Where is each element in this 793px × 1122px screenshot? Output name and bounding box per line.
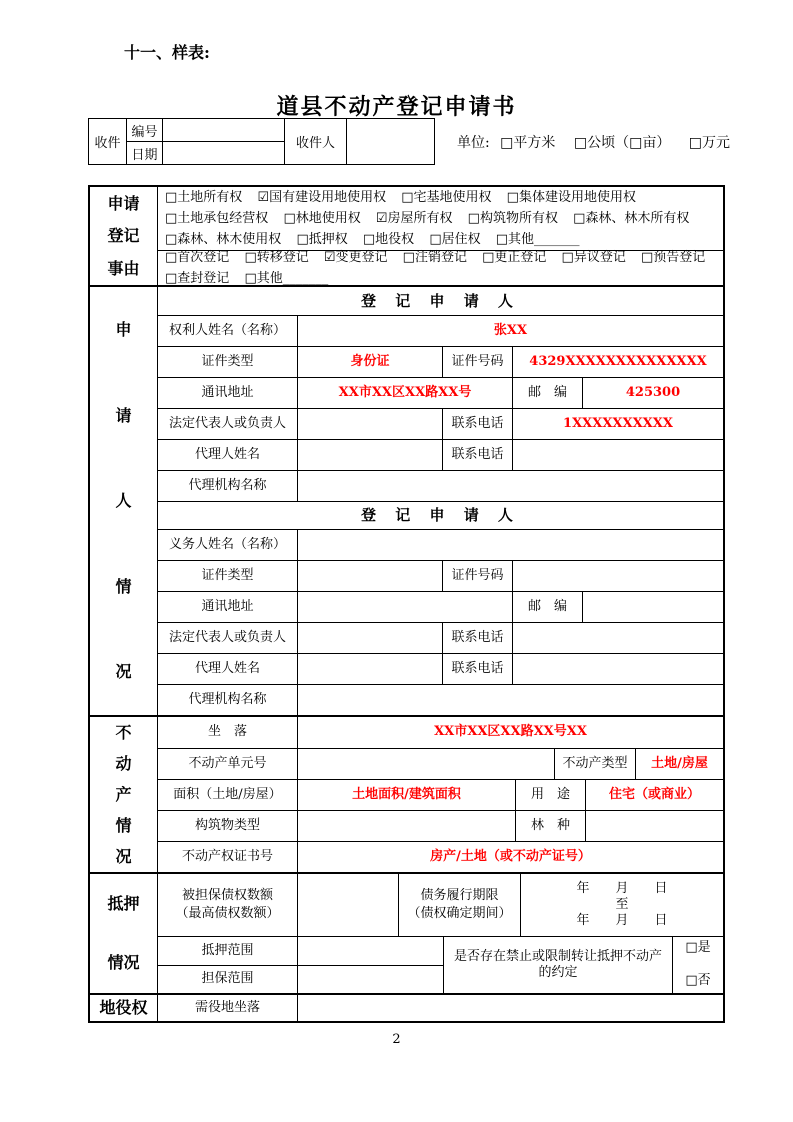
types-line-1 [165,247,716,268]
receipt-strip [88,118,744,165]
unit-checkbox-wanyuan: □万元 [688,134,731,151]
checkbox-easement-right: □地役权 [362,232,415,247]
obligor-agent-name-label: 代理人姓名 [157,654,297,684]
agent-name-value [297,440,442,470]
obligor-cert-type-value [297,561,442,591]
obligor-legal-rep-label: 法定代表人或负责人 [157,623,297,653]
use-value: 住宅（或商业） [585,780,723,810]
date-line-from: 年 月 日 [576,880,668,896]
sample-form-heading: 十一、样表: [124,43,210,62]
area-label: 面积（土地/房屋） [157,780,297,810]
forest-kind-value [585,811,723,841]
secured-amount-label: 被担保债权数额 （最高债权数额） [157,874,297,936]
checkbox-first-registration: □首次登记 [165,250,230,265]
estate-type-label: 不动产类型 [554,749,635,779]
section-mortgage-info [90,872,723,993]
obligor-postcode-value [582,592,723,622]
registration-type-checkbox-group [157,251,723,285]
legal-rep-value [297,409,442,439]
rights-checkbox-group [157,187,723,250]
units-line [457,132,744,152]
date-line-until: 年 月 日 [576,913,668,929]
address-value: XX市XX区XX路XX号 [297,378,512,408]
guarantee-scope-value [297,966,443,994]
debt-term-label: 债务履行期限 （债权确定期间） [398,874,520,936]
holder-name-label: 权利人姓名（名称） [157,316,297,346]
receipt-table [88,118,435,165]
receipt-label: 收件 [89,119,127,165]
obligor-address-value [297,592,512,622]
checkbox-house-ownership: ☑房屋所有权 [375,211,453,226]
unit-no-value [297,749,554,779]
checkbox-residence-right: □居住权 [429,232,481,247]
obligor-legal-rep-value [297,623,442,653]
obligor-legal-phone-value [512,623,723,653]
location-label: 坐 落 [157,717,297,748]
unit-checkbox-hectare: □公顷（□亩） [573,134,671,151]
obligor-agency-name-label: 代理机构名称 [157,685,297,715]
agent-phone-label: 联系电话 [442,440,512,470]
structure-type-value [297,811,515,841]
obligor-address-label: 通讯地址 [157,592,297,622]
cert-type-label: 证件类型 [157,347,297,377]
checkbox-objection-registration: □异议登记 [561,250,626,265]
section-label-estate: 不 动 产 情 况 [115,722,132,866]
debt-term-dates [520,874,723,936]
checkbox-homestead: □宅基地使用权 [401,190,492,205]
obligor-legal-phone-label: 联系电话 [442,623,512,653]
section-estate-info [90,715,723,872]
section-easement [90,993,723,1021]
obligor-agent-name-value [297,654,442,684]
section-label-easement: 地役权 [99,998,148,1018]
rights-line-1 [165,187,647,208]
dominant-land-location-value [297,995,723,1021]
secured-amount-value [297,874,398,936]
area-value: 土地面积/建筑面积 [297,780,515,810]
obligor-agent-phone-value [512,654,723,684]
legal-phone-label: 联系电话 [442,409,512,439]
obligor-agency-name-value [297,685,723,715]
dominant-land-location-label: 需役地坐落 [157,995,297,1021]
applicant-block1-header: 登 记 申 请 人 [157,287,723,315]
main-form-table [88,185,725,1023]
date-to: 至 [615,896,629,912]
checkbox-other-registration: □其他_______ [244,271,329,286]
obligor-agent-phone-label: 联系电话 [442,654,512,684]
obligor-cert-type-label: 证件类型 [157,561,297,591]
estate-type-value: 土地/房屋 [635,749,723,779]
location-value: XX市XX区XX路XX号XX [297,717,723,748]
forest-kind-label: 林 种 [515,811,585,841]
checkbox-correction-registration: □更正登记 [482,250,547,265]
mortgage-scope-label: 抵押范围 [157,937,297,965]
structure-type-label: 构筑物类型 [157,811,297,841]
transfer-restriction-label: 是否存在禁止或限制转让抵押不动产的约定 [443,937,672,993]
checkbox-forest-use: □森林、林木使用权 [165,232,282,247]
checkbox-restriction-yes: □是 [685,940,711,955]
legal-rep-label: 法定代表人或负责人 [157,409,297,439]
obligor-name-value [297,530,723,560]
postcode-label: 邮 编 [512,378,582,408]
checkbox-forest-land-use: □林地使用权 [283,211,361,226]
applicant-block2-header: 登 记 申 请 人 [157,502,723,529]
cert-no-value: 4329XXXXXXXXXXXXXX [512,347,723,377]
checkbox-structure-ownership: □构筑物所有权 [467,211,558,226]
checkbox-restriction-no: □否 [685,972,711,988]
section-label-apply-reason: 申请 登记 事由 [107,193,140,278]
holder-name-value: 张XX [297,316,723,346]
checkbox-land-contract: □土地承包经营权 [165,211,269,226]
checkbox-land-ownership: □土地所有权 [165,190,243,205]
receipt-date-value [163,142,285,165]
agency-name-value [297,471,723,501]
use-label: 用 途 [515,780,585,810]
types-line-2 [165,268,339,289]
units-prefix: 单位: [457,134,490,151]
agent-phone-value [512,440,723,470]
mortgage-scope-value [297,937,443,965]
section-label-mortgage: 抵押 情况 [107,893,140,973]
checkbox-seizure-registration: □查封登记 [165,271,230,286]
legal-phone-value: 1XXXXXXXXXX [512,409,723,439]
checkbox-mortgage-right: □抵押权 [296,232,348,247]
checkbox-collective-construction-land: □集体建设用地使用权 [506,190,636,205]
agency-name-label: 代理机构名称 [157,471,297,501]
obligor-cert-no-value [512,561,723,591]
receipt-number-label: 编号 [127,119,163,142]
receiver-value [347,119,435,165]
estate-cert-no-label: 不动产权证书号 [157,842,297,872]
form-title: 道县不动产登记申请书 [276,94,517,120]
checkbox-transfer-registration: □转移登记 [244,250,309,265]
rights-line-2 [165,208,700,229]
checkbox-other-right: □其他_______ [495,232,580,247]
obligor-cert-no-label: 证件号码 [442,561,512,591]
section-apply-reason [90,187,723,285]
page-number: 2 [392,1032,401,1047]
receiver-label: 收件人 [285,119,347,165]
address-label: 通讯地址 [157,378,297,408]
receipt-number-value [163,119,285,142]
cert-type-value: 身份证 [297,347,442,377]
checkbox-change-registration: ☑变更登记 [323,250,388,265]
checkbox-advance-registration: □预告登记 [640,250,706,265]
obligor-postcode-label: 邮 编 [512,592,582,622]
obligor-name-label: 义务人姓名（名称） [157,530,297,560]
checkbox-state-construction-land: ☑国有建设用地使用权 [257,190,387,205]
checkbox-cancel-registration: □注销登记 [402,250,467,265]
agent-name-label: 代理人姓名 [157,440,297,470]
receipt-date-label: 日期 [127,142,163,165]
checkbox-forest-ownership: □森林、林木所有权 [573,211,690,226]
cert-no-label: 证件号码 [442,347,512,377]
unit-no-label: 不动产单元号 [157,749,297,779]
estate-cert-no-value: 房产/土地（或不动产证号） [297,842,723,872]
unit-checkbox-sqm: □平方米 [500,134,556,151]
postcode-value: 425300 [582,378,723,408]
section-applicant-info [90,285,723,715]
restriction-yes-no-cell [672,937,723,993]
guarantee-scope-label: 担保范围 [157,966,297,994]
section-label-applicant: 申 请 人 情 况 [115,320,132,682]
